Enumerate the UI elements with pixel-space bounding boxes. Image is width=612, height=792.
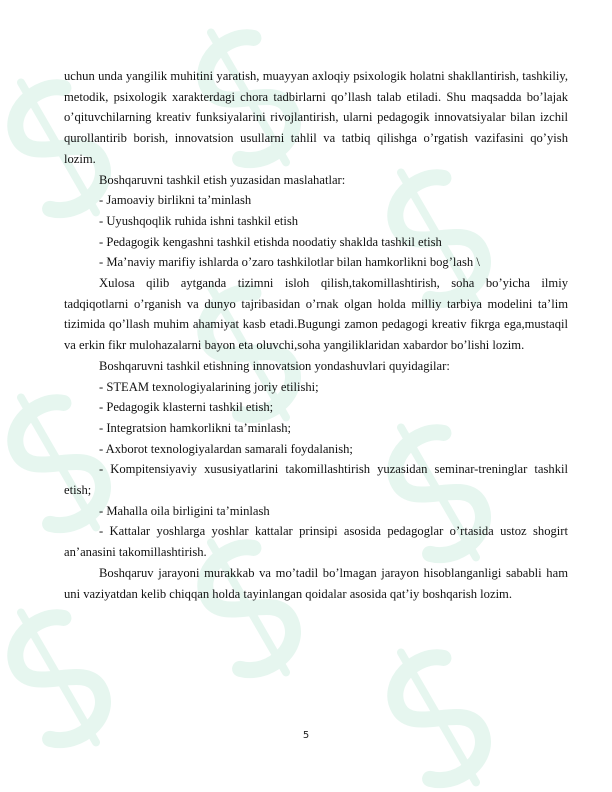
paragraph-final: Boshqaruv jarayoni murakkab va mo’tadil bo’lmagan jarayon hisoblanganligi sababli ham uni vaziyatdan kelib chiqqan holda tayinlangan qoidalar asosida qat’iy boshqarish lozim. (64, 565, 568, 601)
paragraph-intro: uchun unda yangilik muhitini yaratish, muayyan axloqiy psixologik holatni shakllantirish, tashkiliy, metodik, psixologik xarakterdagi chora tadbirlarni qo’llash talab etiladi. Shu maqsadda bo’lajak o’qituvchilarning kreativ funksiyalarini rivojlantirish, ularni pedagogik innovatsiyalar bilan izchil qurollantirib borish, innovatsion usullarni tahlil va tatbiq qilishga o’rgatish vazifasini qo’yish lozim. (64, 69, 568, 166)
list-item-approach: - Mahalla oila birligini ta’minlash (99, 503, 270, 518)
paragraph-conclusion: Xulosa qilib aytganda tizimni isloh qilish,takomillashtirish, soha bo’yicha ilmiy tadqiqotlarni o’rganish va dunyo tajribasidan o’rnak olgan holda milliy tarbiya modelini ta’lim tizimida qo’llash muhim ahamiyat kasb etadi.Bugungi zamon pedagogi kreativ fikrga ega,mustaqil va erkin fikr mulohazalarni bayon eta oluvchi,soha yangiliklaridan xabardor bo’lishi lozim. (64, 276, 568, 353)
page-number: 5 (302, 730, 310, 741)
list-item-approach: - Pedagogik klasterni tashkil etish; (99, 400, 274, 415)
list-item-approach: - Kompitensiyaviy xususiyatlarini takomillashtirish yuzasidan seminar-treninglar tashkil etish; (64, 462, 568, 498)
list-item-approach: - Kattalar yoshlarga yoshlar kattalar prinsipi asosida pedagoglar o’rtasida ustoz shogirt an’anasini takomillashtirish. (64, 524, 568, 560)
list-item-approach: - STEAM texnologiyalarining joriy etilishi; (99, 379, 319, 394)
document-body (64, 66, 568, 604)
paragraph-advice-heading: Boshqaruvni tashkil etish yuzasidan maslahatlar: (99, 172, 346, 187)
list-item-approach: - Axborot texnologiyalardan samarali foydalanish; (99, 441, 353, 456)
list-item-advice: - Pedagogik kengashni tashkil etishda noodatiy shaklda tashkil etish (99, 234, 442, 249)
list-item-advice: - Jamoaviy birlikni ta’minlash (99, 193, 252, 208)
paragraph-approaches-heading: Boshqaruvni tashkil etishning innovatsion yondashuvlari quyidagilar: (99, 358, 450, 373)
list-item-advice: - Ma’naviy marifiy ishlarda o’zaro tashkilotlar bilan hamkorlikni bog’lash \ (99, 255, 480, 270)
list-item-advice: - Uyushqoqlik ruhida ishni tashkil etish (99, 213, 299, 228)
list-item-approach: - Integratsion hamkorlikni ta’minlash; (99, 420, 292, 435)
